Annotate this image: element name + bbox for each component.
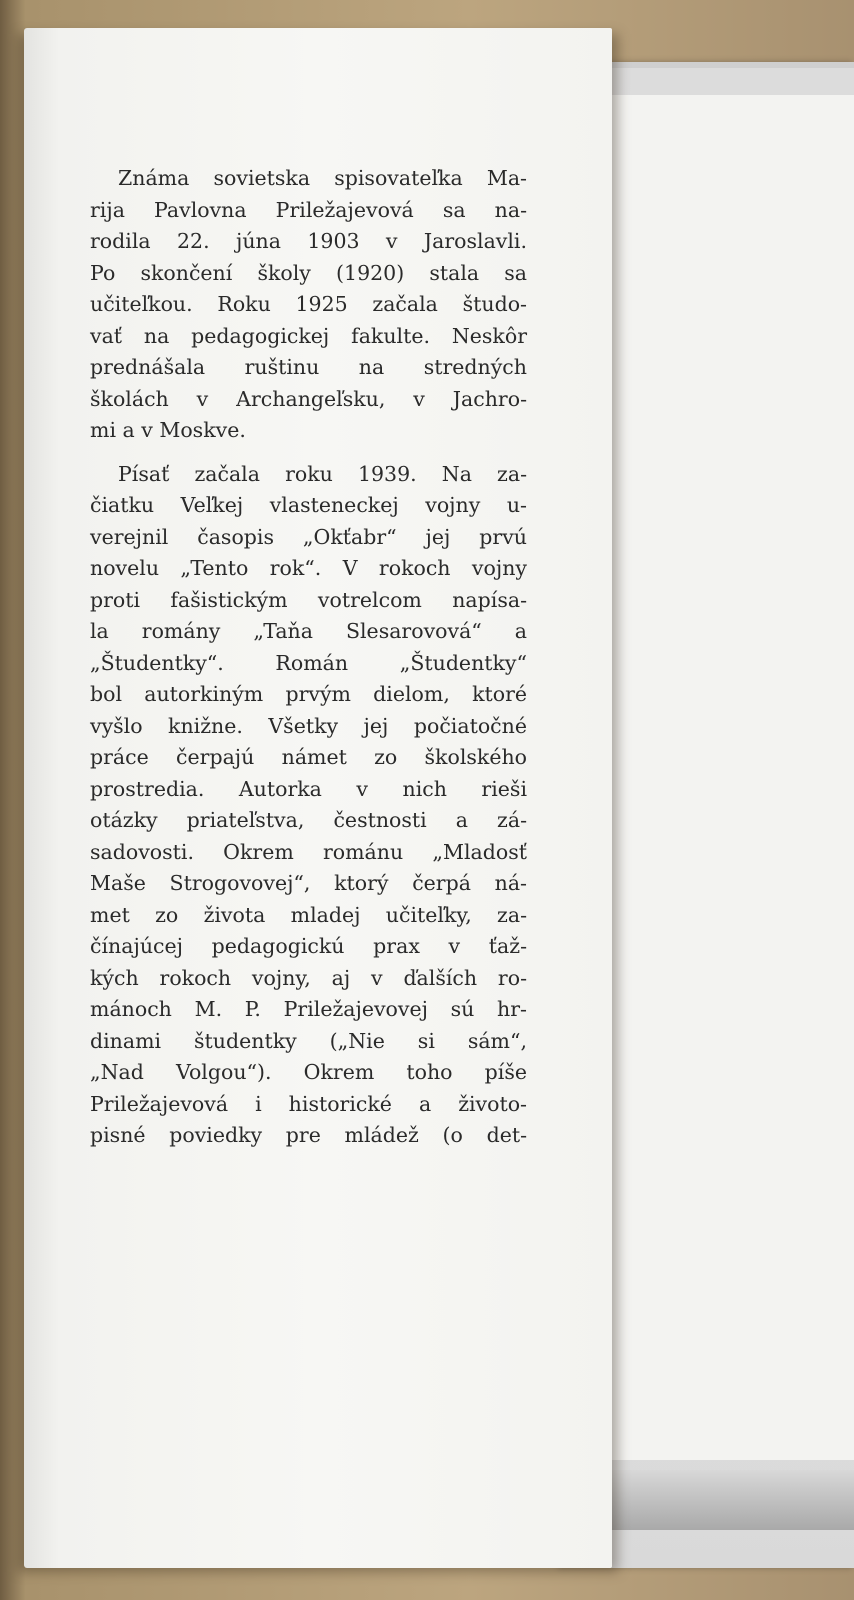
text-line: vať na pedagogickej fakulte. Neskôr — [90, 323, 527, 348]
text-line: školách v Archangeľsku, v Jachro- — [90, 386, 527, 411]
text-line: la romány „Taňa Slesarovová“ a — [90, 619, 527, 643]
text-line: verejnil časopis „Okťabr“ jej prvú — [90, 524, 527, 549]
text-line: Maše Strogovovej“, ktorý čerpá ná- — [90, 871, 527, 895]
text-line: Priležajevová i historické a životo- — [90, 1091, 527, 1116]
text-line: novelu „Tento rok“. V rokoch vojny — [90, 556, 527, 580]
text-line: čiatku Veľkej vlasteneckej vojny u- — [90, 493, 527, 517]
text-line: dinami študentky („Nie si sám“, — [90, 1028, 527, 1053]
text-line: rija Pavlovna Priležajevová sa na- — [90, 197, 527, 222]
text-line: proti fašistickým votrelcom napísa- — [90, 587, 527, 612]
text-line: čínajúcej pedagogickú prax v ťaž- — [90, 934, 527, 958]
text-line: Známa sovietska spisovateľka Ma- — [118, 166, 527, 190]
text-line: rodila 22. júna 1903 v Jaroslavli. — [90, 229, 527, 253]
text-line: Po skončení školy (1920) stala sa — [90, 260, 527, 285]
paragraph-2 — [90, 459, 527, 1152]
text-line: prostredia. Autorka v nich rieši — [90, 776, 527, 801]
text-line: bol autorkiným prvým dielom, ktoré — [90, 682, 527, 706]
text-line: otázky priateľstva, čestnosti a zá- — [90, 808, 527, 832]
text-line: vyšlo knižne. Všetky jej počiatočné — [90, 713, 527, 738]
text-line: Písať začala roku 1939. Na za- — [118, 461, 527, 486]
text-line: sadovosti. Okrem románu „Mladosť — [90, 839, 527, 864]
text-line: kých rokoch vojny, aj v ďalších ro- — [90, 965, 527, 990]
book-cover-panel — [605, 95, 854, 1460]
jacket-text — [90, 163, 527, 1152]
text-line: práce čerpajú námet zo školského — [90, 745, 527, 769]
text-line: mi a v Moskve. — [90, 418, 246, 442]
text-line: prednášala ruštinu na stredných — [90, 355, 527, 379]
text-line: učiteľkou. Roku 1925 začala študo- — [90, 292, 527, 316]
text-line: met zo života mladej učiteľky, za- — [90, 902, 527, 927]
paragraph-1 — [90, 163, 527, 447]
text-line: pisné poviedky pre mládež (o det- — [90, 1123, 527, 1147]
text-line: „Študentky“. Román „Študentky“ — [90, 650, 527, 675]
text-line: „Nad Volgou“). Okrem toho píše — [90, 1060, 527, 1084]
text-line: mánoch M. P. Priležajevovej sú hr- — [90, 997, 527, 1021]
